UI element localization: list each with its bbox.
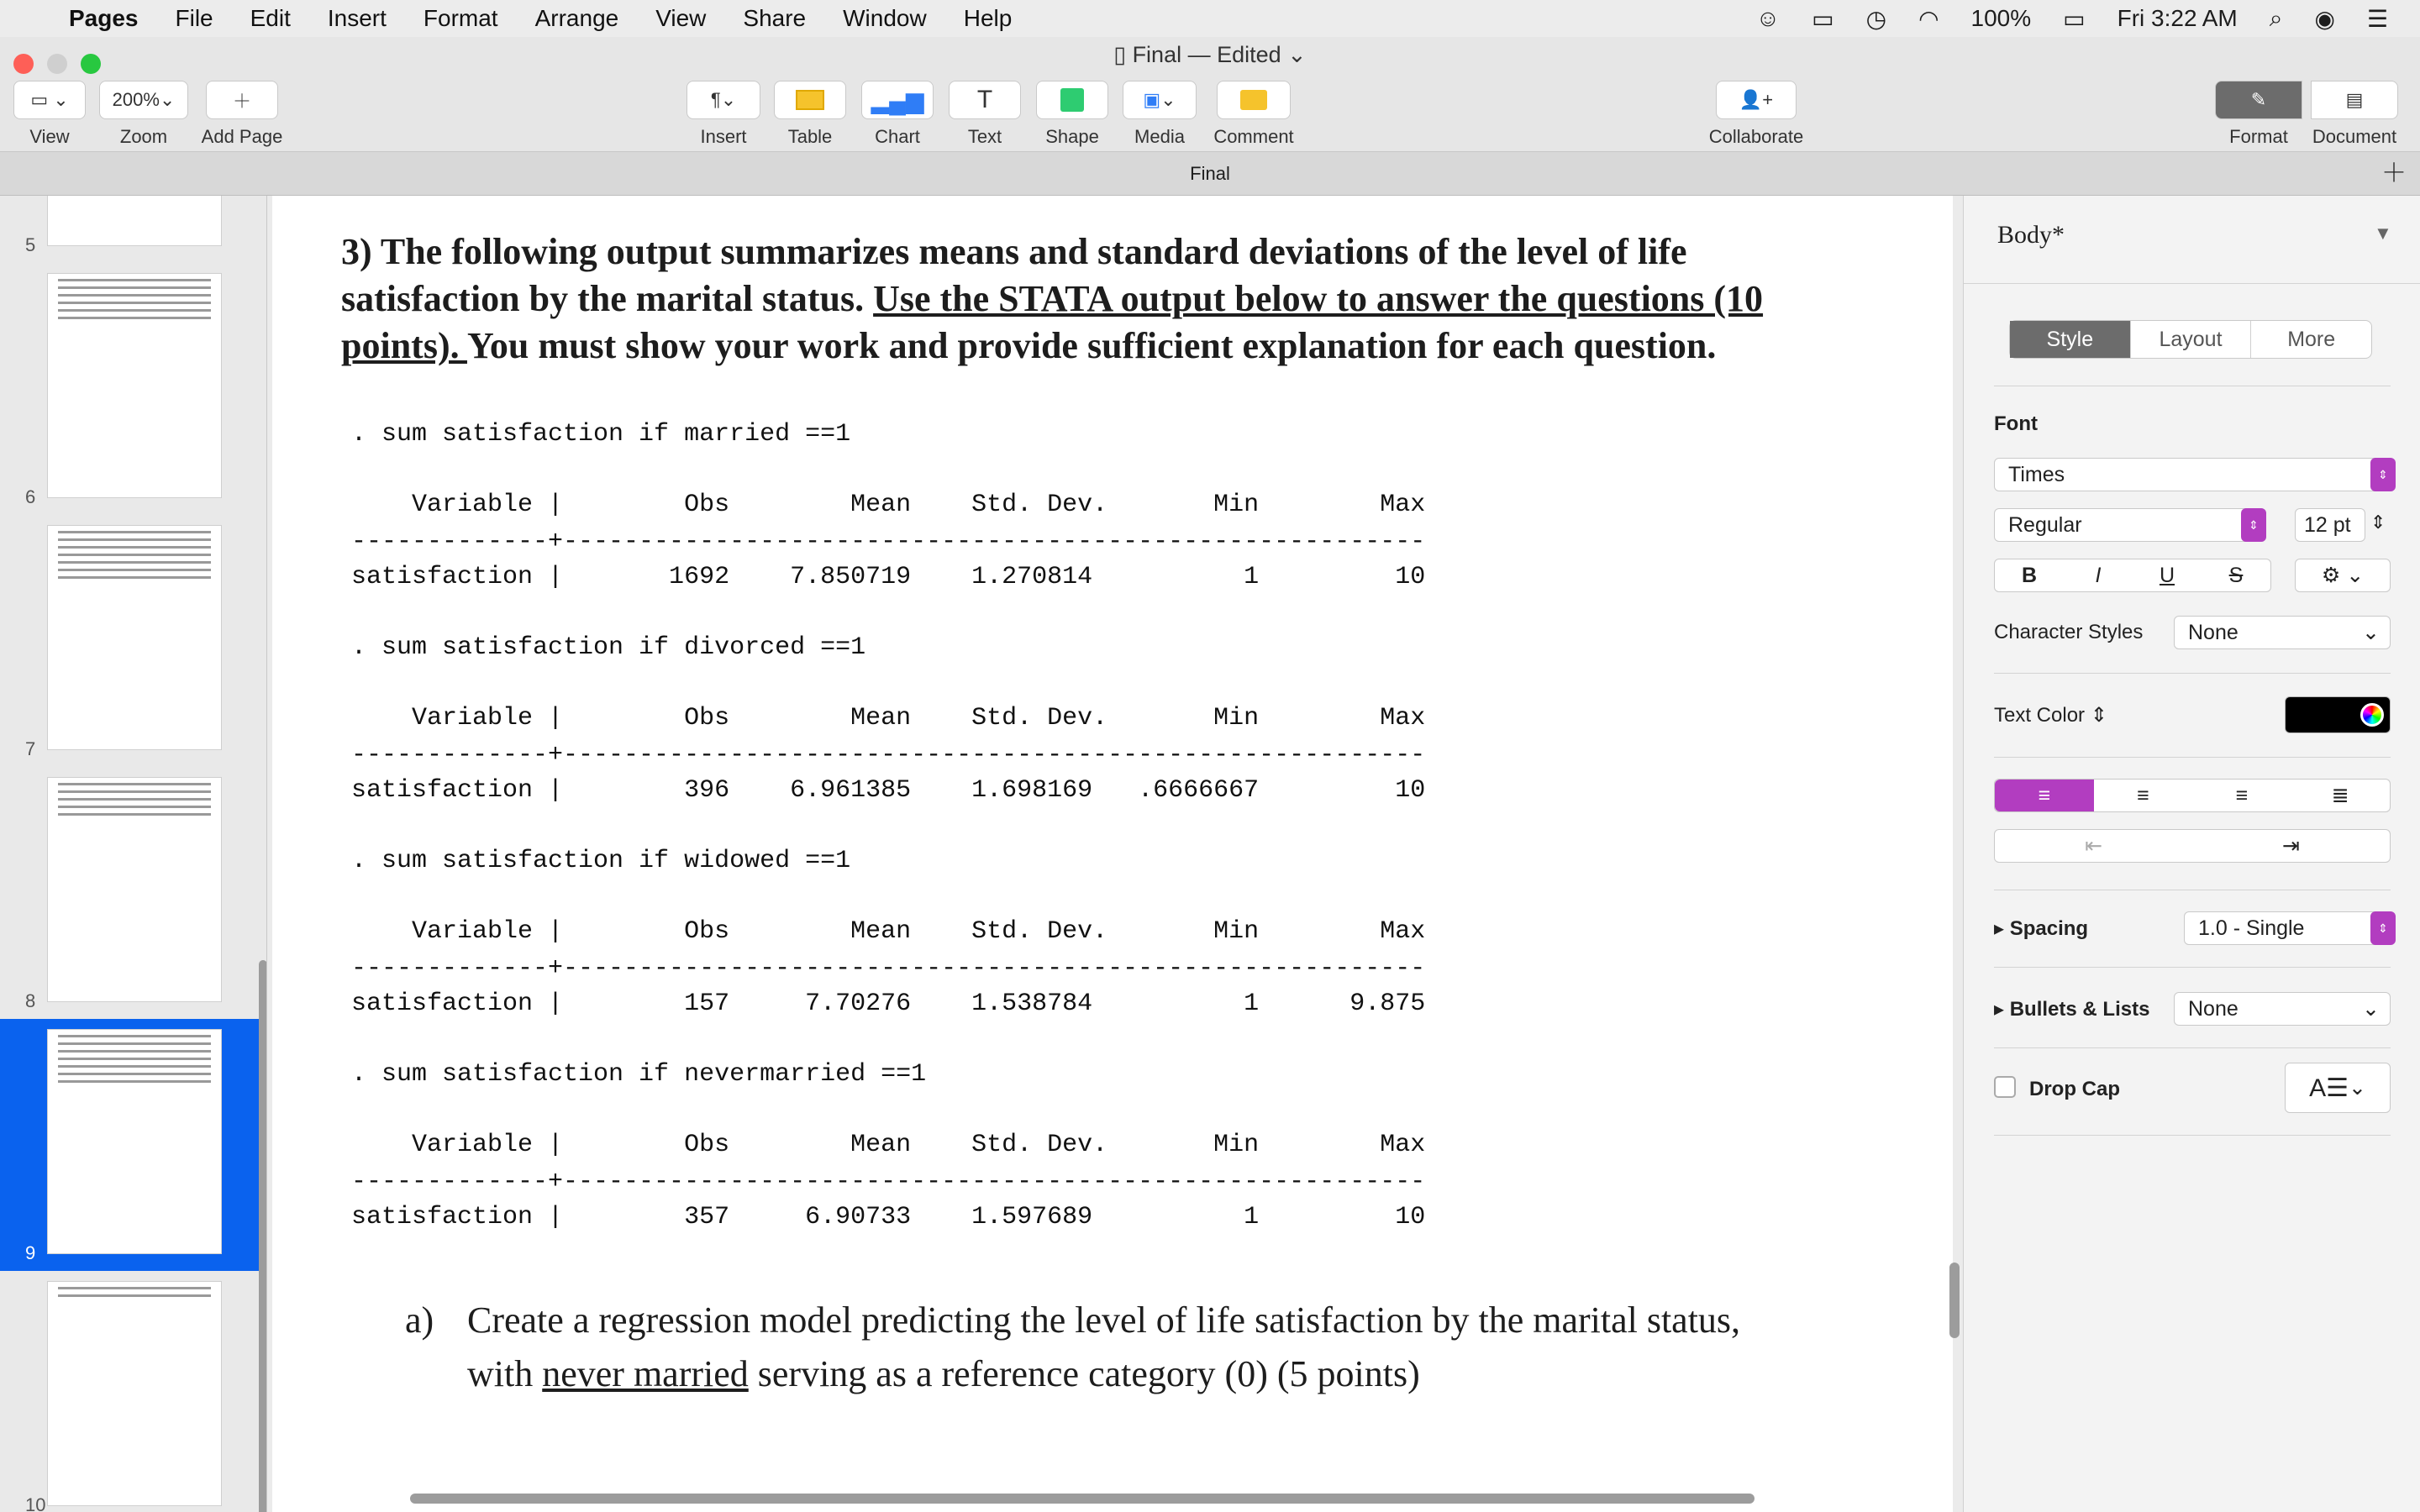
menu-window[interactable]: Window	[843, 5, 927, 31]
table-button[interactable]	[773, 81, 847, 148]
zoom-label: Zoom	[119, 126, 168, 147]
chevron-down-icon: ⌄	[1281, 42, 1307, 67]
add-page-button[interactable]	[200, 81, 284, 148]
zoom-button[interactable]	[99, 81, 188, 148]
battery-percent[interactable]: 100%	[1970, 5, 2032, 31]
question-a-line: with	[467, 1353, 543, 1394]
question-a-underlined: never married	[542, 1353, 749, 1394]
canvas-vertical-scrollbar[interactable]	[1949, 1263, 1960, 1338]
text-icon: T	[949, 81, 1021, 119]
decrease-indent-icon[interactable]: ⇤	[2085, 834, 2102, 858]
question-a-text[interactable]	[467, 1294, 1921, 1401]
view-button[interactable]	[13, 81, 86, 148]
add-page-label: Add Page	[201, 126, 283, 147]
canvas-horizontal-scrollbar[interactable]	[410, 1494, 1754, 1504]
question-heading[interactable]	[341, 228, 1921, 370]
drop-cap-label: Drop Cap	[2029, 1078, 2120, 1100]
comment-icon	[1240, 90, 1267, 110]
stata-separator: -------------+---------------------------------------------------------	[351, 741, 1426, 769]
page-thumbnail[interactable]	[0, 1271, 267, 1512]
clock[interactable]: Fri 3:22 AM	[2117, 5, 2238, 31]
alignment-buttons	[1994, 779, 2391, 812]
underline-button[interactable]: U	[2159, 563, 2175, 587]
align-right-icon[interactable]: ≡	[2235, 783, 2249, 807]
text-color-label-text: Text Color	[1994, 704, 2086, 727]
stata-row[interactable]: satisfaction | 357 6.90733 1.597689 1 10	[351, 1203, 1426, 1231]
format-label: Format	[2229, 126, 2288, 147]
time-machine-icon[interactable]: ◷	[1865, 5, 1887, 32]
question-a-line: Create a regression model predicting the level of life satisfaction by the marital status,	[467, 1299, 1741, 1341]
stata-row[interactable]: satisfaction | 396 6.961385 1.698169 .6666667 10	[351, 776, 1426, 805]
chevron-down-icon: ⌄	[159, 89, 176, 110]
paragraph-icon: ¶	[710, 89, 721, 110]
siri-icon[interactable]: ◉	[2314, 5, 2335, 32]
window-title-text: Final — Edited	[1132, 42, 1281, 67]
character-styles-value: None	[2188, 620, 2238, 644]
stata-command[interactable]: . sum satisfaction if married ==1	[351, 420, 851, 449]
stata-command[interactable]: . sum satisfaction if divorced ==1	[351, 633, 866, 662]
style-dropdown-arrow-icon[interactable]: ▼	[2374, 223, 2392, 244]
stata-header[interactable]: Variable | Obs Mean Std. Dev. Min Max	[351, 704, 1426, 732]
page-number: 7	[25, 738, 36, 759]
toolbar	[0, 37, 2420, 152]
page-thumbnail-selected[interactable]	[0, 1019, 267, 1271]
page-thumbnail[interactable]	[0, 263, 267, 515]
page-number: 5	[25, 234, 36, 255]
stata-separator: -------------+---------------------------------------------------------	[351, 528, 1426, 556]
menu-view[interactable]: View	[655, 5, 707, 31]
tab-final[interactable]: Final	[1190, 163, 1230, 184]
chart-label: Chart	[875, 126, 920, 147]
chevron-down-icon: ⌄	[2362, 621, 2380, 644]
tab-bar	[0, 152, 2420, 196]
align-left-icon[interactable]: ≡	[1995, 780, 2094, 811]
question-line: satisfaction by the marital status.	[341, 278, 874, 319]
sidebar-view-icon: ▭ ⌄	[13, 81, 86, 119]
table-icon	[796, 90, 824, 110]
wifi-icon[interactable]: ◠	[1918, 5, 1939, 32]
advanced-options-gear-icon[interactable]: ⚙ ⌄	[2295, 559, 2391, 592]
chart-button[interactable]	[860, 81, 934, 148]
font-size-stepper-icon[interactable]: ⇕	[2370, 512, 2386, 533]
document-label: Document	[2312, 126, 2397, 147]
question-underlined-text: Use the STATA output below to answer the questions (10	[873, 278, 1764, 319]
insert-button[interactable]	[686, 81, 761, 148]
text-button[interactable]	[948, 81, 1022, 148]
stata-header[interactable]: Variable | Obs Mean Std. Dev. Min Max	[351, 1131, 1426, 1159]
menu-app-name[interactable]: Pages	[69, 5, 139, 31]
collaborate-label: Collaborate	[1708, 126, 1804, 147]
control-center-icon[interactable]: ☰	[2366, 5, 2388, 32]
character-styles-select[interactable]	[2174, 616, 2391, 649]
updown-chevron-icon[interactable]: ⇕	[2370, 911, 2396, 945]
spacing-disclosure[interactable]	[1994, 916, 2088, 941]
question-a-label[interactable]: a)	[405, 1299, 434, 1341]
alien-app-icon[interactable]: ☺	[1755, 5, 1781, 31]
character-styles-label: Character Styles	[1994, 621, 2144, 643]
stata-command[interactable]: . sum satisfaction if widowed ==1	[351, 847, 851, 875]
page-thumbnail[interactable]	[0, 767, 267, 1019]
bullets-value: None	[2188, 996, 2238, 1021]
updown-chevron-icon[interactable]: ⇕	[2241, 508, 2266, 542]
align-center-icon[interactable]: ≡	[2136, 783, 2149, 807]
spacing-label: Spacing	[2009, 917, 2089, 940]
document-button[interactable]	[2307, 81, 2402, 148]
page-thumbnail[interactable]	[0, 196, 267, 263]
chevron-down-icon: ⌄	[2348, 1076, 2366, 1100]
question-line: You must show your work and provide sufficient explanation for each question.	[466, 325, 1717, 366]
format-button[interactable]	[2215, 81, 2302, 148]
shape-label: Shape	[1045, 126, 1099, 147]
drop-cap-preview-icon: A☰	[2309, 1074, 2349, 1102]
indent-buttons	[1994, 829, 2391, 863]
shape-icon	[1060, 88, 1084, 112]
page-number: 10	[25, 1494, 46, 1512]
text-style-buttons	[1994, 559, 2271, 592]
page-number: 8	[25, 990, 36, 1011]
typeface-select[interactable]: Regular	[1994, 508, 2266, 542]
menu-arrange[interactable]: Arrange	[534, 5, 619, 31]
bullets-lists-label: Bullets & Lists	[2009, 998, 2150, 1021]
font-size-input[interactable]: 12 pt	[2295, 508, 2365, 542]
page-number: 6	[25, 486, 36, 507]
stata-row[interactable]: satisfaction | 157 7.70276 1.538784 1 9.875	[351, 990, 1426, 1018]
collaborate-button[interactable]	[1697, 81, 1815, 148]
comment-button[interactable]	[1210, 81, 1297, 148]
drop-cap-checkbox[interactable]	[1994, 1076, 2016, 1098]
updown-chevron-icon[interactable]: ⇕	[2370, 458, 2396, 491]
tab-more[interactable]: More	[2287, 327, 2336, 351]
collaborate-icon: 👤+	[1716, 81, 1797, 119]
shape-button[interactable]	[1035, 81, 1109, 148]
bullets-select[interactable]	[2174, 992, 2391, 1026]
chevron-down-icon: ⌄	[2362, 997, 2380, 1021]
bold-button[interactable]: B	[2021, 563, 2038, 587]
zoom-value: 200%	[112, 89, 160, 110]
inspector-tabs	[2009, 320, 2372, 359]
page-thumbnails-sidebar	[0, 196, 267, 1512]
paragraph-style-name[interactable]: Body*	[1997, 221, 2065, 249]
comment-label: Comment	[1213, 126, 1294, 147]
question-underlined-text: points).	[341, 325, 467, 366]
stata-separator: -------------+---------------------------------------------------------	[351, 1168, 1426, 1196]
plus-icon: ＋	[206, 81, 278, 119]
italic-button[interactable]: I	[2095, 563, 2102, 587]
increase-indent-icon[interactable]: ⇥	[2282, 834, 2300, 858]
menu-insert[interactable]: Insert	[327, 5, 387, 31]
stata-command[interactable]: . sum satisfaction if nevermarried ==1	[351, 1060, 927, 1089]
disclosure-triangle-icon: ▸	[1994, 998, 2010, 1021]
media-icon: ▣	[1143, 89, 1161, 110]
insert-label: Insert	[700, 126, 747, 147]
spacing-select[interactable]: 1.0 - Single	[2184, 911, 2391, 945]
strikethrough-button[interactable]: S	[2228, 563, 2244, 587]
document-icon: ▤	[2311, 81, 2398, 119]
justify-icon[interactable]: ≣	[2331, 784, 2349, 807]
tab-layout[interactable]: Layout	[2131, 321, 2252, 358]
question-a-line: serving as a reference category (0) (5 points)	[748, 1353, 1420, 1394]
drop-cap-style-select[interactable]	[2285, 1063, 2391, 1113]
disclosure-triangle-icon: ▸	[1994, 917, 2010, 940]
page-number: 9	[25, 1242, 36, 1263]
table-label: Table	[787, 126, 833, 147]
format-inspector	[1963, 196, 2420, 1512]
stata-separator: -------------+---------------------------------------------------------	[351, 954, 1426, 983]
media-button[interactable]	[1123, 81, 1197, 148]
menu-format[interactable]: Format	[423, 5, 498, 31]
new-tab-plus-icon[interactable]: ＋	[2381, 160, 2407, 187]
menu-file[interactable]: File	[175, 5, 213, 31]
document-icon: ▯	[1113, 42, 1133, 67]
font-section-label: Font	[1994, 412, 2038, 435]
chevron-down-icon: ⌄	[720, 89, 737, 110]
tab-style[interactable]: Style	[2010, 321, 2131, 358]
menu-help[interactable]: Help	[963, 5, 1013, 31]
page-thumbnail[interactable]	[0, 515, 267, 767]
font-family-select[interactable]: Times	[1994, 458, 2391, 491]
chart-icon: ▂▄▆	[871, 87, 924, 113]
updown-chevron-icon: ⇕	[2085, 704, 2107, 727]
window-title[interactable]	[0, 42, 2420, 68]
chevron-down-icon: ⌄	[1160, 89, 1176, 110]
battery-icon[interactable]: ▭	[2063, 5, 2086, 32]
question-line: 3) The following output summarizes means and standard deviations of the level of life	[341, 231, 1687, 272]
menu-share[interactable]: Share	[743, 5, 807, 31]
media-label: Media	[1134, 126, 1185, 147]
paintbrush-icon: ✎	[2215, 81, 2302, 119]
stata-header[interactable]: Variable | Obs Mean Std. Dev. Min Max	[351, 917, 1426, 946]
stata-row[interactable]: satisfaction | 1692 7.850719 1.270814 1 10	[351, 563, 1426, 591]
text-label: Text	[967, 126, 1002, 147]
view-label: View	[29, 126, 70, 147]
color-wheel-icon[interactable]	[2360, 703, 2384, 727]
sidebar-scrollbar[interactable]	[259, 960, 267, 1512]
spotlight-search-icon[interactable]: ⌕	[2269, 4, 2283, 31]
menu-bar	[0, 0, 2420, 37]
airplay-icon[interactable]: ▭	[1812, 5, 1834, 32]
text-color-label[interactable]	[1994, 703, 2107, 727]
menu-edit[interactable]: Edit	[250, 5, 291, 31]
bullets-disclosure[interactable]	[1994, 997, 2149, 1021]
stata-header[interactable]: Variable | Obs Mean Std. Dev. Min Max	[351, 491, 1426, 519]
